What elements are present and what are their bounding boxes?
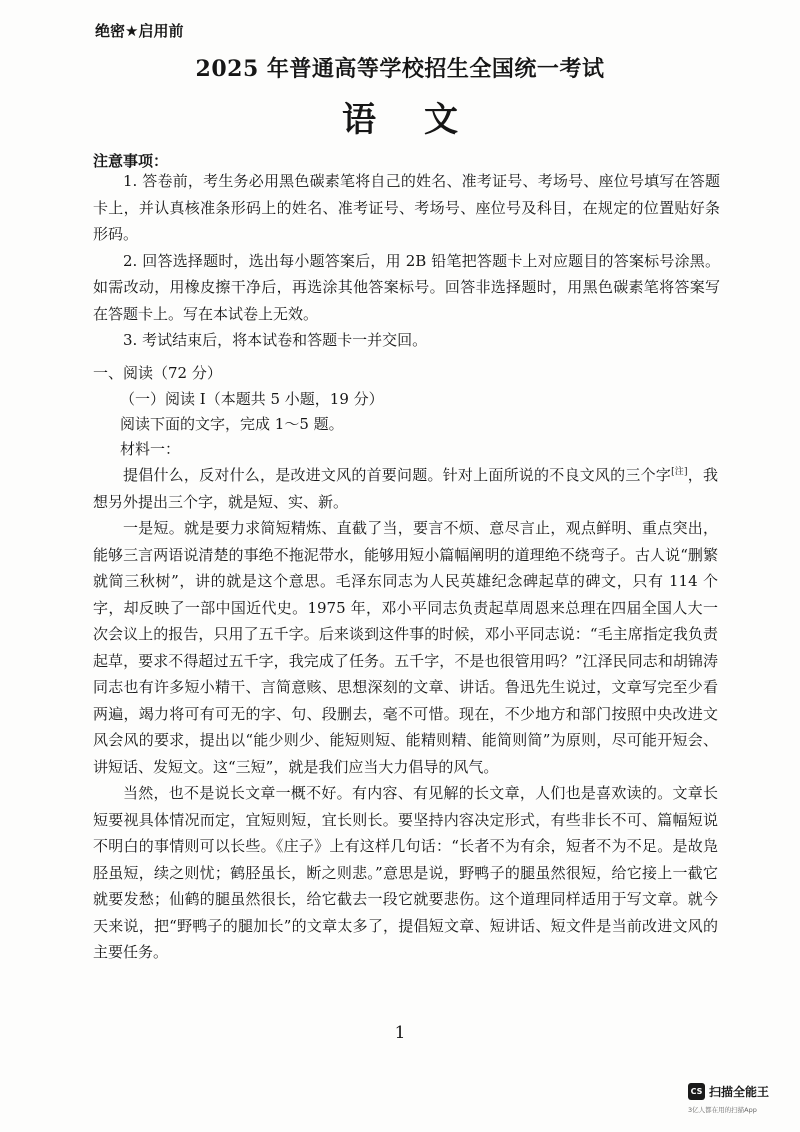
notes-list (93, 168, 720, 354)
notes-heading: 注意事项： (93, 152, 169, 170)
scanner-app-watermark (688, 1083, 798, 1128)
note-item: 2. 回答选择题时，选出每小题答案后，用 2B 铅笔把答题卡上对应题目的答案标号涂黑。如需改动，用橡皮擦干净后，再选涂其他答案标号。回答非选择题时，用黑色碳素笔将答案写在答题卡上。写在本试卷上无效。 (93, 251, 720, 323)
section-title: 一、阅读（72 分） (93, 364, 222, 382)
material-paragraph: 一是短。就是要力求简短精炼、直截了当，要言不烦、意尽言止，观点鲜明、重点突出，能够三言两语说清楚的事绝不拖泥带水，能够用短小篇幅阐明的道理绝不绕弯子。古人说“删繁就简三秋树”，讲的就是这个意思。毛泽东同志为人民英雄纪念碑起草的碑文，只有 114 个字，却反映了一部中国近代史。1975 年，邓小平同志负责起草周恩来总理在四届全国人大一次会议上的报告，只用了五千字。后来谈到这件事的时候，邓小平同志说：“毛主席指定我负责起草，要求不得超过五千字，我完成了任务。五千字，不是也很管用吗？”江泽民同志和胡锦涛同志也有许多短小精干、言简意赅、思想深刻的文章、讲话。鲁迅先生说过，文章写完至少看两遍，竭力将可有可无的字、句、段删去，毫不可惜。现在，不少地方和部门按照中央改进文风会风的要求，提出以“能少则少、能短则短、能精则精、能简则简”为原则，尽可能开短会、讲短话、发短文。这“三短”，就是我们应当大力倡导的风气。 (93, 519, 718, 776)
reading-instruction: 阅读下面的文字，完成 1～5 题。 (120, 415, 344, 433)
material-paragraph: 当然，也不是说长文章一概不好。有内容、有见解的长文章，人们也是喜欢读的。文章长短要视具体情况而定，宜短则短，宜长则长。要坚持内容决定形式，有些非长不可、篇幅短说不明白的事情则可以长些。《庄子》上有这样几句话：“长者不为有余，短者不为不足。是故凫胫虽短，续之则忧；鹤胫虽长，断之则悲。”意思是说，野鸭子的腿虽然很短，给它接上一截它就要发愁；仙鹤的腿虽然很长，给它截去一段它就要悲伤。这个道理同样适用于写文章。就今天来说，把“野鸭子的腿加长”的文章太多了，提倡短文章、短讲话、短文件是当前改进文风的主要任务。 (93, 784, 718, 961)
material-label: 材料一： (120, 440, 181, 458)
confidential-label: 绝密★启用前 (95, 22, 184, 40)
paragraph-text: 提倡什么，反对什么，是改进文风的首要问题。针对上面所说的不良文风的三个字 (123, 466, 672, 484)
page-number: 1 (394, 1023, 406, 1043)
note-item: 1. 答卷前，考生务必用黑色碳素笔将自己的姓名、准考证号、考场号、座位号填写在答题卡上，并认真核准条形码上的姓名、准考证号、考场号、座位号及科目，在规定的位置贴好条形码。 (93, 172, 720, 243)
material-paragraph (93, 459, 718, 515)
cs-logo-icon: CS (688, 1083, 705, 1100)
app-name: 扫描全能王 (709, 1085, 770, 1099)
subject-title: 语文 (342, 100, 506, 140)
note-item: 3. 考试结束后，将本试卷和答题卡一并交回。 (123, 331, 428, 349)
subsection-title: （一）阅读 I（本题共 5 小题，19 分） (120, 390, 384, 408)
footnote-marker: [注] (671, 467, 688, 477)
paragraph-text: ，我想另外提出三个字，就是短、实、新。 (93, 466, 718, 511)
exam-title: 2025 年普通高等学校招生全国统一考试 (195, 56, 605, 82)
material-text (93, 459, 718, 966)
app-tagline: 3亿人都在用的扫描App (688, 1106, 757, 1114)
